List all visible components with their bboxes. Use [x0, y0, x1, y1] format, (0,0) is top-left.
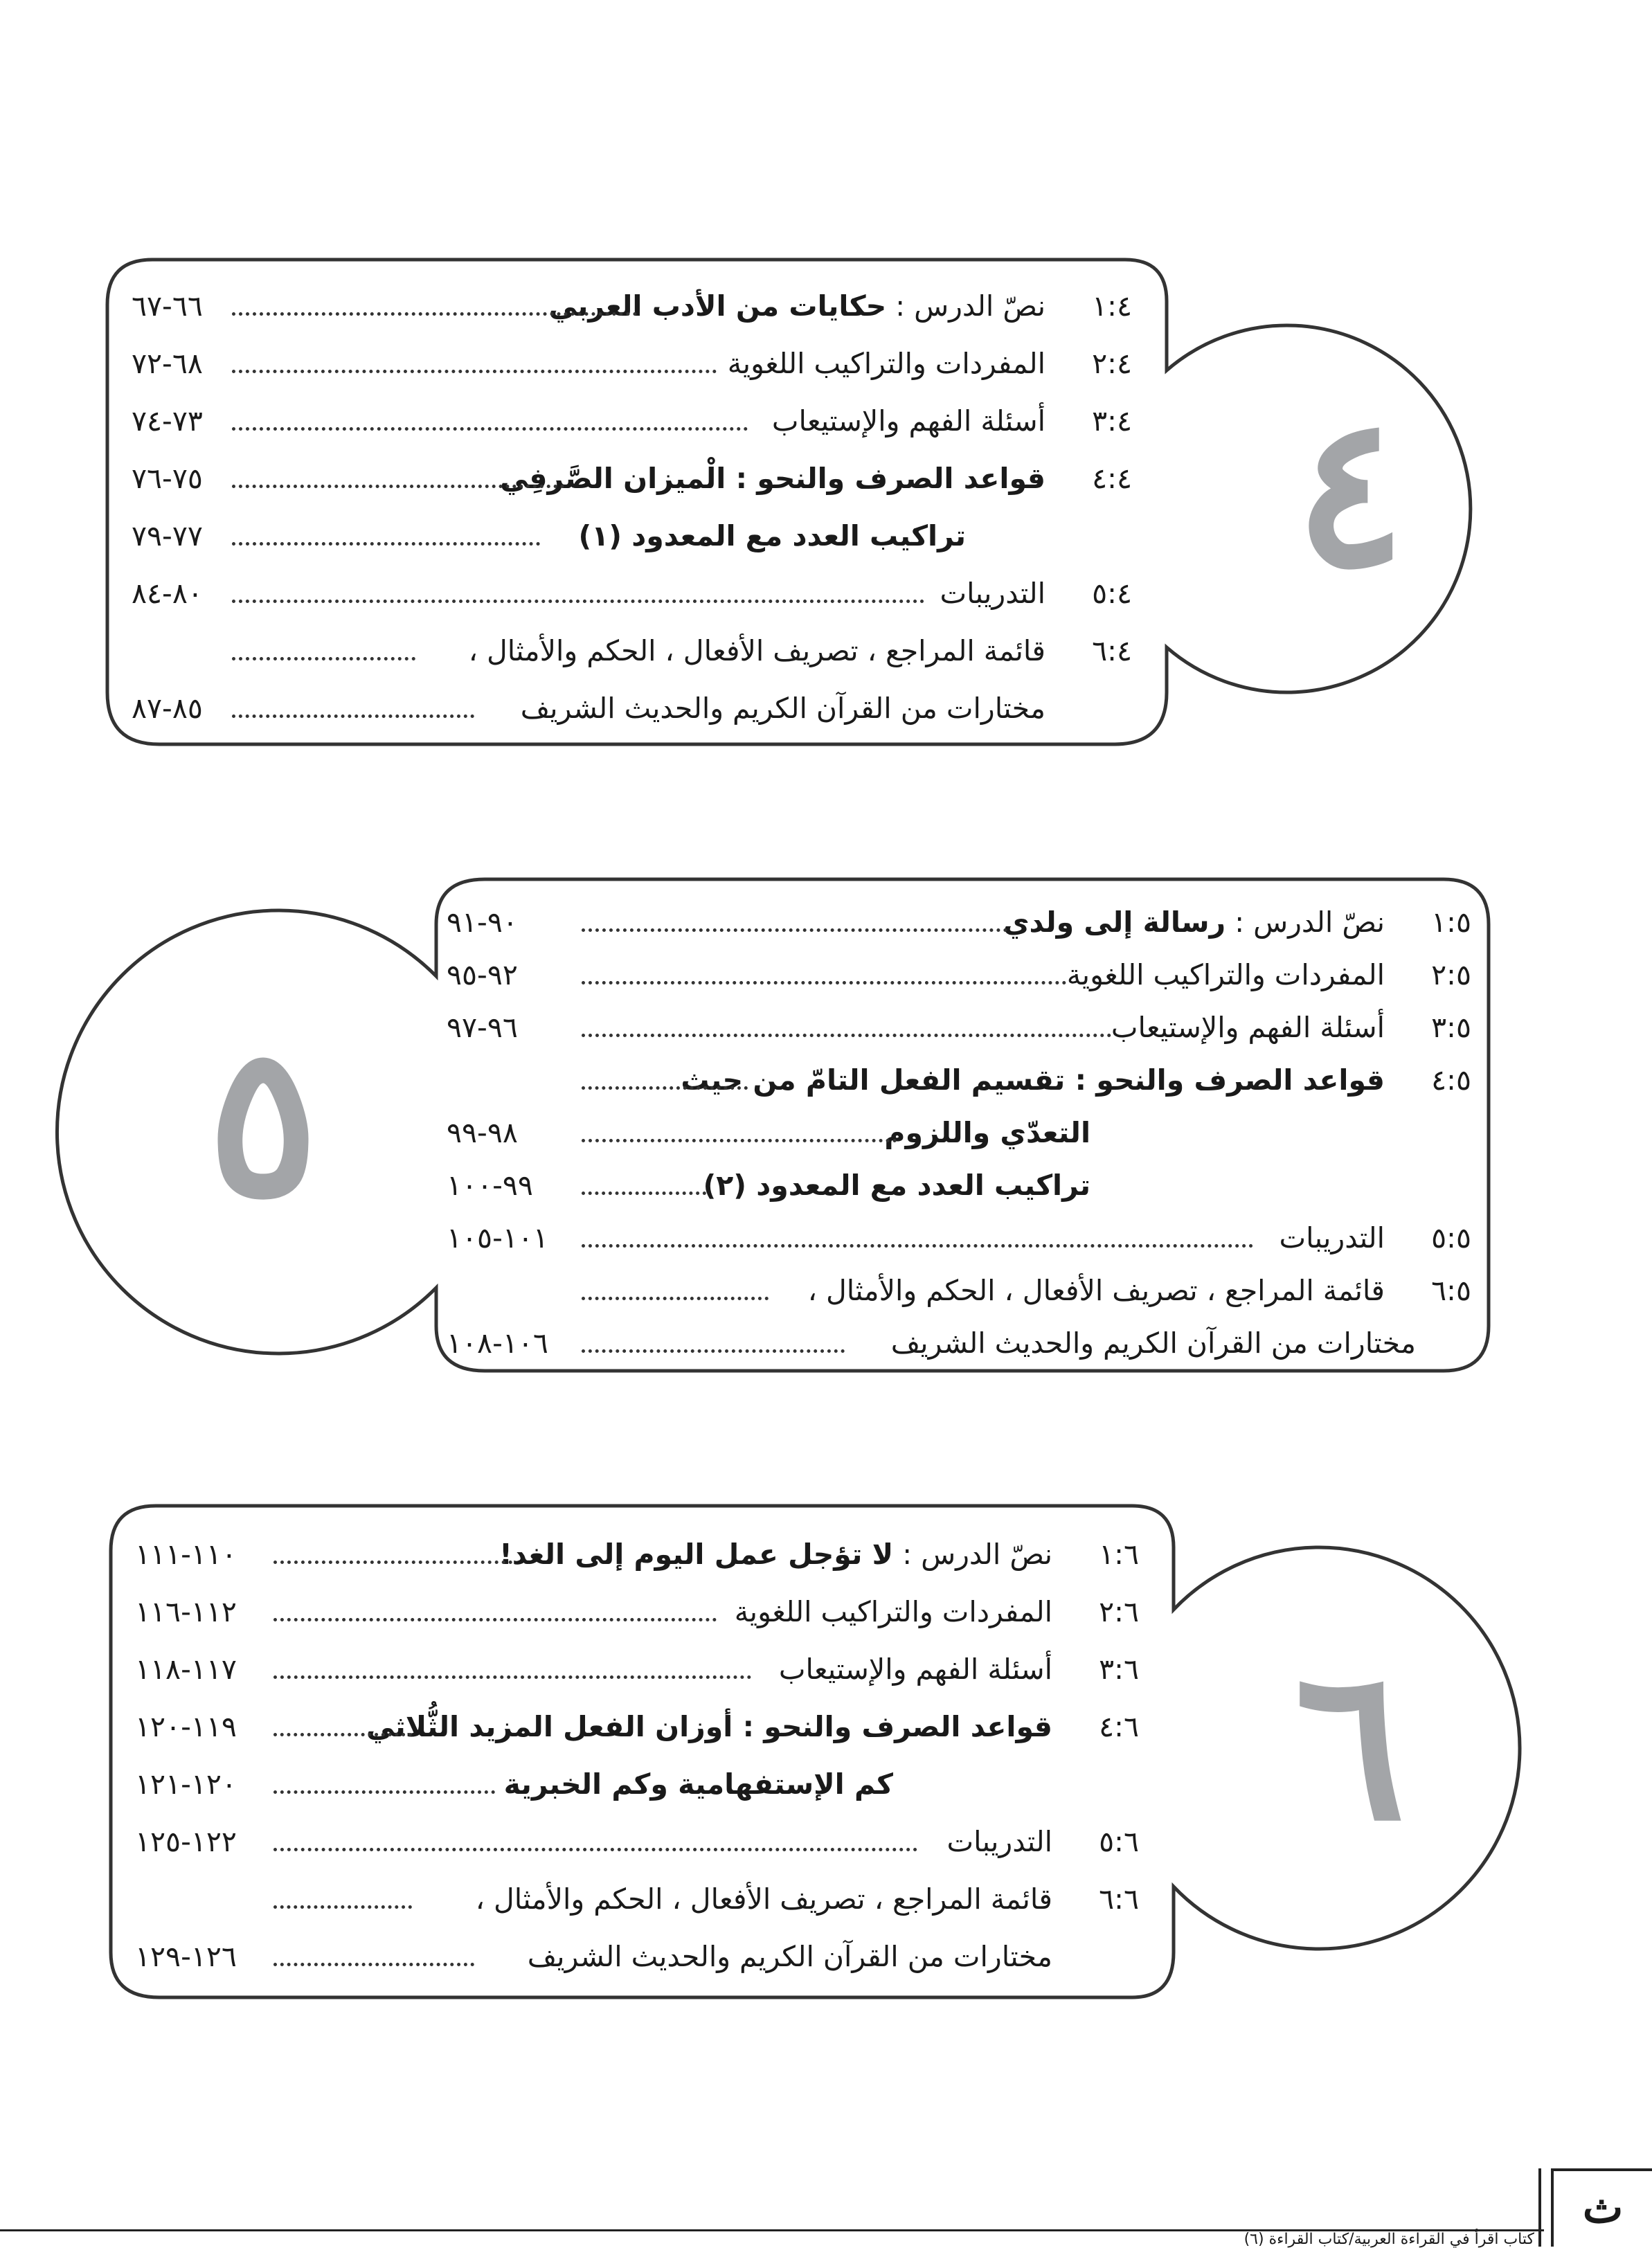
unit-6-number: ٦	[1294, 1622, 1406, 1867]
lesson-label: أسئلة الفهم والإستيعاب	[1111, 1011, 1385, 1044]
footer-vertical-rule	[1538, 2168, 1541, 2247]
lesson-number: ٤:٦	[1099, 1710, 1139, 1743]
leader-dots	[273, 1561, 512, 1564]
lesson-title: التعدّي واللزوم	[884, 1116, 1090, 1149]
page-range: ٨٥-٨٧	[132, 692, 203, 725]
leader-dots	[273, 1905, 412, 1909]
lesson-number: ٢:٦	[1099, 1595, 1139, 1628]
lesson-title: رسالة إلى ولدي	[1003, 906, 1226, 939]
lesson-label: المفردات والتراكيب اللغوية	[1066, 958, 1385, 991]
leader-dots	[232, 714, 474, 718]
toc-row[interactable]	[132, 569, 1132, 618]
lesson-number: ١:٤	[1092, 289, 1132, 323]
page-range: ٧٧-٧٩	[132, 519, 203, 552]
toc-row[interactable]	[135, 1760, 1139, 1808]
leader-dots	[232, 542, 540, 546]
toc-row[interactable]	[132, 684, 1132, 732]
leader-dots	[273, 1790, 495, 1794]
toc-row[interactable]	[132, 512, 1132, 560]
toc-row[interactable]	[447, 1161, 1471, 1210]
page-range: ٧٣-٧٤	[132, 404, 203, 438]
toc-row[interactable]	[135, 1588, 1139, 1636]
leader-dots	[273, 1618, 717, 1621]
leader-dots	[232, 427, 748, 431]
leader-dots	[582, 981, 1066, 984]
page-range: ١١٢-١١٦	[135, 1595, 237, 1628]
toc-row[interactable]	[132, 454, 1132, 503]
lesson-number: ١:٦	[1099, 1538, 1139, 1571]
leader-dots	[582, 1297, 769, 1300]
lesson-title: قواعد الصرف والنحو : تقسيم الفعل التامّ من حيث	[681, 1063, 1385, 1097]
toc-row[interactable]	[135, 1817, 1139, 1866]
leader-dots	[232, 657, 415, 660]
lesson-label: قائمة المراجع ، تصريف الأفعال ، الحكم والأمثال ،	[807, 1274, 1385, 1307]
leader-dots	[582, 1192, 706, 1195]
page-range: ١١٩-١٢٠	[135, 1710, 237, 1743]
lesson-number: ٤:٥	[1431, 1063, 1471, 1097]
lesson-title: تراكيب العدد مع المعدود (١)	[578, 519, 966, 552]
lesson-label: أسئلة الفهم والإستيعاب	[771, 404, 1045, 438]
lesson-label: قائمة المراجع ، تصريف الأفعال ، الحكم والأمثال ،	[468, 634, 1045, 667]
toc-row[interactable]	[135, 1645, 1139, 1693]
toc-row[interactable]	[447, 1108, 1471, 1157]
leader-dots	[582, 1086, 748, 1090]
lesson-label: أسئلة الفهم والإستيعاب	[778, 1653, 1052, 1686]
page-range: ١١٠-١١١	[135, 1538, 237, 1571]
lesson-title: قواعد الصرف والنحو : الْميزان الصَّرفِي	[500, 462, 1045, 495]
toc-row[interactable]	[447, 898, 1471, 946]
page-range: ٩٩-١٠٠	[447, 1169, 533, 1202]
leader-dots	[582, 928, 1007, 932]
leader-dots	[273, 1675, 751, 1679]
toc-row[interactable]	[132, 397, 1132, 445]
toc-row[interactable]	[135, 1530, 1139, 1579]
leader-dots	[582, 1244, 1253, 1248]
lesson-number: ٦:٤	[1092, 634, 1132, 667]
lesson-number: ٣:٤	[1092, 404, 1132, 438]
lesson-number: ٥:٦	[1099, 1825, 1139, 1858]
toc-row[interactable]	[135, 1932, 1139, 1981]
page-letter: ث	[1551, 2168, 1652, 2247]
lesson-number: ٣:٥	[1431, 1011, 1471, 1044]
book-title: كتاب اقرأ في القراءة العربية/كتاب القراءة (٦)	[1244, 2231, 1534, 2248]
page-range: ١٠١-١٠٥	[447, 1221, 548, 1255]
lesson-number: ٦:٥	[1431, 1274, 1471, 1307]
leader-dots	[582, 1034, 1111, 1037]
page-range: ١٢٠-١٢١	[135, 1768, 237, 1801]
page-range: ٩٨-٩٩	[447, 1116, 518, 1149]
lesson-label: مختارات من القرآن الكريم والحديث الشريف	[527, 1940, 1052, 1973]
lesson-label: التدريبات	[946, 1825, 1052, 1858]
lesson-label: نصّ الدرس :	[1234, 906, 1385, 939]
lesson-label: نصّ الدرس :	[895, 289, 1045, 323]
leader-dots	[273, 1848, 917, 1851]
lesson-label: المفردات والتراكيب اللغوية	[727, 347, 1045, 380]
toc-row[interactable]	[447, 1056, 1471, 1104]
leader-dots	[273, 1733, 412, 1736]
leader-dots	[232, 485, 564, 488]
toc-row[interactable]	[135, 1875, 1139, 1923]
toc-row[interactable]	[132, 627, 1132, 675]
leader-dots	[582, 1139, 897, 1142]
toc-row[interactable]	[132, 282, 1132, 330]
toc-row[interactable]	[132, 339, 1132, 388]
lesson-number: ٤:٤	[1092, 462, 1132, 495]
leader-dots	[273, 1963, 474, 1966]
unit-5-number: ٥	[207, 999, 319, 1243]
page-range: ١٢٦-١٢٩	[135, 1940, 237, 1973]
toc-row[interactable]	[447, 1003, 1471, 1052]
lesson-label: التدريبات	[1279, 1221, 1385, 1255]
unit-4-number: ٤	[1294, 369, 1406, 613]
lesson-title: كم الإستفهامية وكم الخبرية	[503, 1768, 893, 1801]
leader-dots	[232, 370, 717, 373]
lesson-title: تراكيب العدد مع المعدود (٢)	[703, 1169, 1090, 1202]
lesson-number: ٦:٦	[1099, 1882, 1139, 1916]
toc-row[interactable]	[447, 1319, 1471, 1367]
page-range: ١٠٦-١٠٨	[447, 1327, 548, 1360]
lesson-number: ٥:٤	[1092, 577, 1132, 610]
leader-dots	[232, 600, 924, 603]
lesson-number: ٥:٥	[1431, 1221, 1471, 1255]
lesson-number: ٢:٤	[1092, 347, 1132, 380]
lesson-label: مختارات من القرآن الكريم والحديث الشريف	[890, 1327, 1416, 1360]
lesson-title: حكايات من الأدب العربي	[548, 289, 887, 323]
page-range: ١١٧-١١٨	[135, 1653, 237, 1686]
lesson-number: ٢:٥	[1431, 958, 1471, 991]
leader-dots	[582, 1349, 845, 1353]
toc-row[interactable]	[447, 951, 1471, 999]
page-range: ٨٠-٨٤	[132, 577, 203, 610]
page-range: ٦٦-٦٧	[132, 289, 203, 323]
toc-row[interactable]	[447, 1266, 1471, 1315]
page-range: ٩٦-٩٧	[447, 1011, 518, 1044]
lesson-title: لا تؤجل عمل اليوم إلى الغد!	[499, 1538, 894, 1571]
page-range: ٧٥-٧٦	[132, 462, 203, 495]
lesson-label: نصّ الدرس :	[902, 1538, 1052, 1571]
lesson-label: التدريبات	[940, 577, 1045, 610]
toc-row[interactable]	[135, 1702, 1139, 1751]
page-range: ٦٨-٧٢	[132, 347, 203, 380]
leader-dots	[232, 312, 637, 316]
lesson-number: ١:٥	[1431, 906, 1471, 939]
lesson-title: قواعد الصرف والنحو : أوزان الفعل المزيد الثُّلاثي	[366, 1710, 1052, 1743]
lesson-label: قائمة المراجع ، تصريف الأفعال ، الحكم والأمثال ،	[475, 1882, 1052, 1916]
toc-row[interactable]	[447, 1214, 1471, 1262]
page-range: ١٢٢-١٢٥	[135, 1825, 237, 1858]
page-range: ٩٠-٩١	[447, 906, 518, 939]
lesson-label: المفردات والتراكيب اللغوية	[734, 1595, 1052, 1628]
page-range: ٩٢-٩٥	[447, 958, 518, 991]
lesson-label: مختارات من القرآن الكريم والحديث الشريف	[520, 692, 1045, 725]
lesson-number: ٣:٦	[1099, 1653, 1139, 1686]
